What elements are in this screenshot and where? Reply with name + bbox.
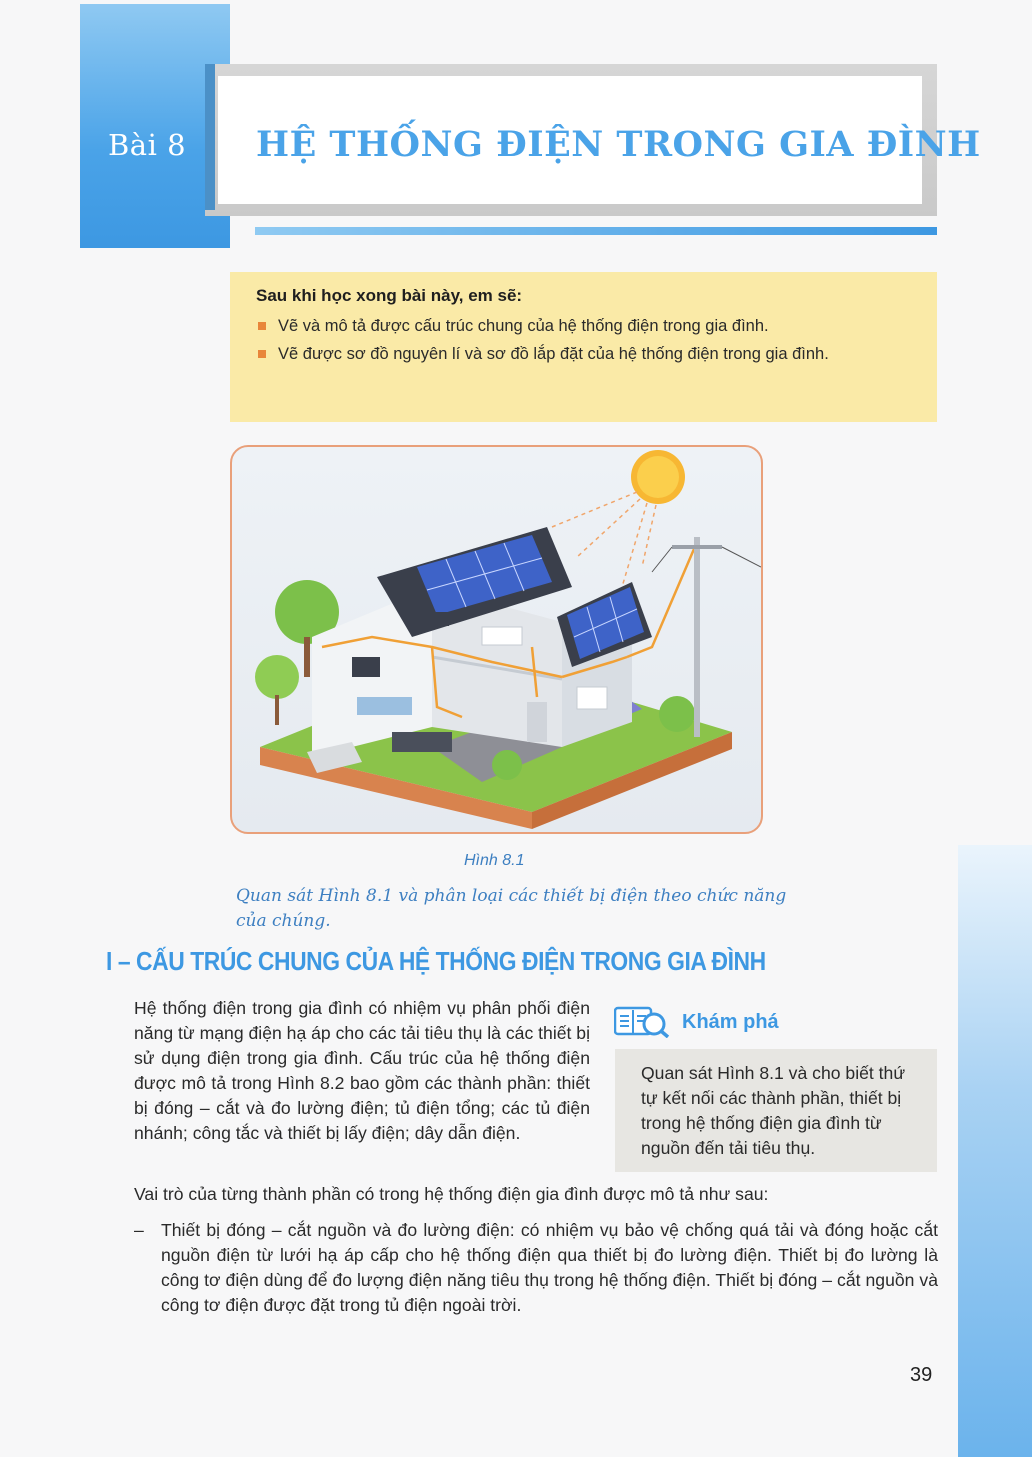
house-cutaway-drawing — [232, 447, 761, 832]
explore-box: Quan sát Hình 8.1 và cho biết thứ tự kết nối các thành phần, thiết bị trong hệ thống điện gia đình từ nguồn đến tải tiêu thụ. — [615, 1049, 937, 1172]
roles-intro: Vai trò của từng thành phần có trong hệ thống điện gia đình được mô tả như sau: — [134, 1184, 769, 1204]
section-heading: I – CẤU TRÚC CHUNG CỦA HỆ THỐNG ĐIỆN TRONG GIA ĐÌNH — [106, 946, 766, 976]
explore-header — [614, 1006, 779, 1038]
page-title: HỆ THỐNG ĐIỆN TRONG GIA ĐÌNH — [256, 124, 981, 165]
square-bullet-icon — [258, 350, 266, 358]
figure-question: Quan sát Hình 8.1 và phân loại các thiết bị điện theo chức năng của chúng. — [236, 886, 787, 931]
book-magnifier-icon — [614, 1006, 670, 1038]
list-item-text: Thiết bị đóng – cắt nguồn và đo lường điện: có nhiệm vụ bảo vệ chống quá tải và đóng hoặc cắt nguồn điện từ lưới hạ áp cấp cho hệ thống điện qua thiết bị đo lường điện. Thiết bị đo lường là công tơ điện dùng để đo lượng điện năng tiêu thụ trong hệ thống điện. Thiết bị đóng – cắt nguồn và công tơ điện được đặt trong tủ điện ngoài trời. — [161, 1220, 938, 1315]
title-underline — [255, 227, 937, 235]
objective-item: Vẽ và mô tả được cấu trúc chung của hệ thống điện trong gia đình. — [256, 312, 911, 340]
page-number: 39 — [910, 1364, 933, 1386]
objectives-list — [256, 312, 911, 368]
section-paragraph: Hệ thống điện trong gia đình có nhiệm vụ phân phối điện năng từ mạng điện hạ áp cho các tải tiêu thụ là các thiết bị sử dụng điện trong gia đình. Cấu trúc của hệ thống điện được mô tả trong Hình 8.2 bao gồm các thành phần: thiết bị đóng – cắt và đo lường điện; tủ điện tổng; các tủ điện nhánh; công tắc và thiết bị lấy điện; dây dẫn điện. — [134, 998, 590, 1143]
solar-house-illustration — [230, 445, 763, 834]
objective-item: Vẽ được sơ đồ nguyên lí và sơ đồ lắp đặt của hệ thống điện trong gia đình. — [256, 340, 911, 368]
list-item — [134, 1218, 938, 1318]
explore-title: Khám phá — [682, 1010, 779, 1033]
dash-marker: – — [134, 1220, 144, 1240]
square-bullet-icon — [258, 322, 266, 330]
page-edge-decoration — [958, 845, 1032, 1457]
objectives-heading: Sau khi học xong bài này, em sẽ: — [256, 286, 523, 305]
lesson-label: Bài 8 — [108, 128, 187, 162]
figure-caption: Hình 8.1 — [464, 852, 525, 869]
learning-objectives-box — [230, 272, 937, 422]
